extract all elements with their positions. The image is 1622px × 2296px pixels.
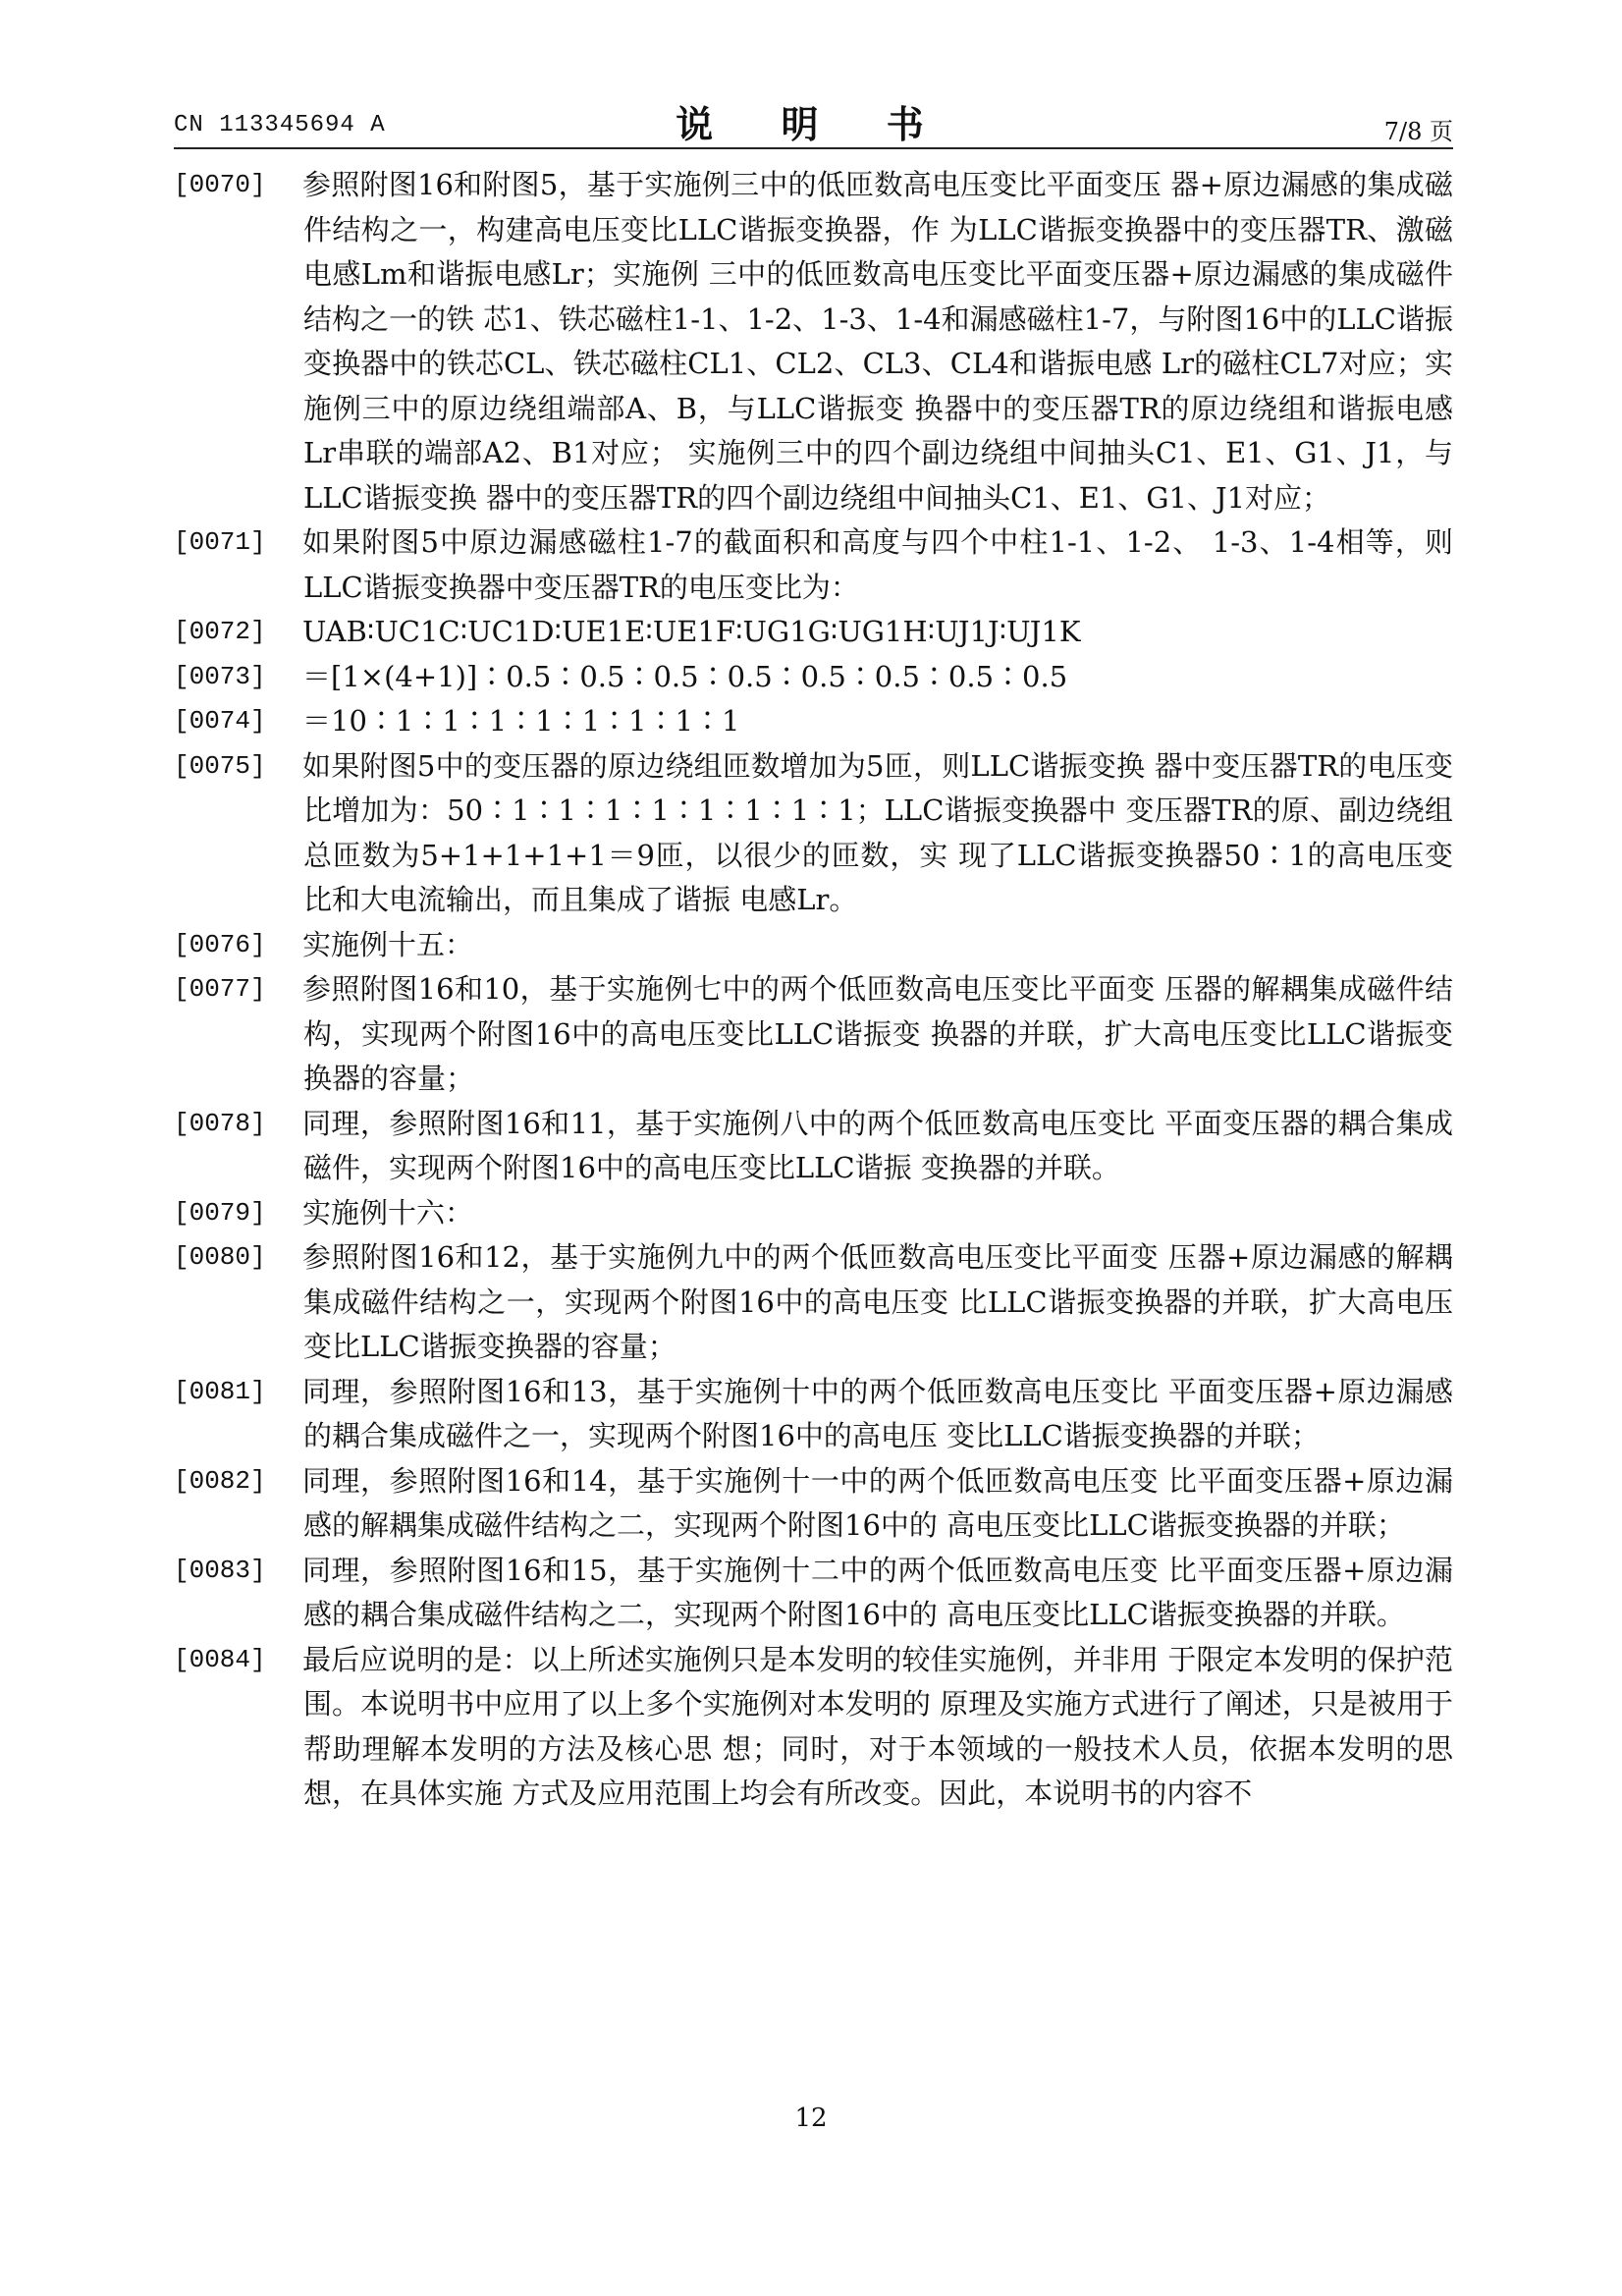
paragraph	[174, 1191, 1453, 1236]
paragraph-text: 如果附图5中的变压器的原边绕组匝数增加为5匝，则LLC谐振变换 器中变压器TR的电压变比增加为：50∶1∶1∶1∶1∶1∶1∶1∶1；LLC谐振变换器中 变压器TR的原、副边绕组总匝数为5+1+1+1+1＝9匝，以很少的匝数，实 现了LLC谐振变换器50∶1的高电压变比和大电流输出，而且集成了谐振 电感Lr。	[302, 748, 1453, 916]
paragraph-number: [0075]	[174, 750, 266, 781]
page-title: 说 明 书	[676, 102, 951, 146]
paragraph-number: [0080]	[174, 1242, 266, 1272]
paragraph-text: 参照附图16和10，基于实施例七中的两个低匝数高电压变比平面变 压器的解耦集成磁件结构，实现两个附图16中的高电压变比LLC谐振变 换器的并联，扩大高电压变比LLC谐振变换器的容量；	[302, 972, 1453, 1095]
paragraph	[174, 1549, 1453, 1638]
paragraph-number: [0072]	[174, 617, 266, 646]
paragraph-number: [0079]	[174, 1197, 266, 1228]
paragraph	[174, 967, 1453, 1102]
paragraph-number: [0071]	[174, 527, 266, 557]
paragraph	[174, 610, 1453, 655]
paragraph-number: [0073]	[174, 661, 266, 691]
page-number: 12	[794, 2104, 828, 2133]
paragraph	[174, 1235, 1453, 1370]
paragraph-text: 参照附图16和附图5，基于实施例三中的低匝数高电压变比平面变压 器+原边漏感的集成磁件结构之一，构建高电压变比LLC谐振变换器，作 为LLC谐振变换器中的变压器TR、激磁电感Lm和谐振电感Lr；实施例 三中的低匝数高电压变比平面变压器+原边漏感的集成磁件结构之一的铁 芯1、铁芯磁柱1-1、1-2、1-3、1-4和漏感磁柱1-7，与附图16中的LLC谐振变换器中的铁芯CL、铁芯磁柱CL1、CL2、CL3、CL4和谐振电感 Lr的磁柱CL7对应；实施例三中的原边绕组端部A、B，与LLC谐振变 换器中的变压器TR的原边绕组和谐振电感Lr串联的端部A2、B1对应； 实施例三中的四个副边绕组中间抽头C1、E1、G1、J1，与LLC谐振变换 器中的变压器TR的四个副边绕组中间抽头C1、E1、G1、J1对应；	[302, 168, 1453, 515]
paragraph	[174, 655, 1453, 700]
header-divider	[174, 147, 1453, 149]
formula-line: UAB∶UC1C∶UC1D∶UE1E∶UE1F∶UG1G∶UG1H∶UJ1J∶UJ1K	[302, 615, 1081, 648]
formula-line: ＝10∶1∶1∶1∶1∶1∶1∶1∶1	[302, 704, 740, 738]
paragraph-number: [0070]	[174, 170, 266, 199]
paragraph	[174, 163, 1453, 520]
page-counter: 7/8 页	[1383, 118, 1453, 145]
section-heading: 实施例十五：	[302, 927, 474, 961]
paragraph-text: 同理，参照附图16和13，基于实施例十中的两个低匝数高电压变比 平面变压器+原边漏感的耦合集成磁件之一，实现两个附图16中的高电压 变比LLC谐振变换器的并联；	[302, 1374, 1453, 1452]
paragraph-number: [0077]	[174, 974, 266, 1004]
paragraph-text: 参照附图16和12，基于实施例九中的两个低匝数高电压变比平面变 压器+原边漏感的解耦集成磁件结构之一，实现两个附图16中的高电压变 比LLC谐振变换器的并联，扩大高电压变比LLC谐振变换器的容量；	[302, 1240, 1453, 1363]
paragraph-number: [0081]	[174, 1376, 266, 1406]
paragraph-number: [0083]	[174, 1555, 266, 1585]
paragraph	[174, 923, 1453, 968]
paragraph-text: 同理，参照附图16和11，基于实施例八中的两个低匝数高电压变比 平面变压器的耦合集成磁件，实现两个附图16中的高电压变比LLC谐振 变换器的并联。	[302, 1106, 1453, 1184]
paragraph-number: [0082]	[174, 1465, 266, 1496]
paragraph-text: 最后应说明的是：以上所述实施例只是本发明的较佳实施例，并非用 于限定本发明的保护范围。本说明书中应用了以上多个实施例对本发明的 原理及实施方式进行了阐述，只是被用于帮助理解本发明的方法及核心思 想；同时，对于本领域的一般技术人员，依据本发明的思想，在具体实施 方式及应用范围上均会有所改变。因此，本说明书的内容不	[302, 1642, 1453, 1810]
paragraph	[174, 1370, 1453, 1459]
formula-line: ＝[1×(4+1)]∶0.5∶0.5∶0.5∶0.5∶0.5∶0.5∶0.5∶0.5	[302, 659, 1068, 693]
paragraph	[174, 1102, 1453, 1191]
paragraph-text: 同理，参照附图16和14，基于实施例十一中的两个低匝数高电压变 比平面变压器+原边漏感的解耦集成磁件结构之二，实现两个附图16中的 高电压变比LLC谐振变换器的并联；	[302, 1463, 1453, 1542]
paragraph-number: [0074]	[174, 706, 266, 736]
paragraph	[174, 1459, 1453, 1549]
paragraph-number: [0076]	[174, 929, 266, 959]
paragraph-number: [0084]	[174, 1644, 266, 1674]
section-heading: 实施例十六：	[302, 1195, 474, 1230]
page-header	[174, 94, 1453, 145]
document-body	[174, 163, 1453, 1817]
paragraph	[174, 520, 1453, 610]
paragraph-number: [0078]	[174, 1108, 266, 1138]
paragraph-text: 同理，参照附图16和15，基于实施例十二中的两个低匝数高电压变 比平面变压器+原边漏感的耦合集成磁件结构之二，实现两个附图16中的 高电压变比LLC谐振变换器的并联。	[302, 1553, 1453, 1631]
document-id: CN 113345694 A	[174, 112, 386, 138]
paragraph	[174, 699, 1453, 744]
paragraph-text: 如果附图5中原边漏感磁柱1-7的截面积和高度与四个中柱1-1、1-2、 1-3、1-4相等，则LLC谐振变换器中变压器TR的电压变比为：	[302, 525, 1453, 604]
paragraph	[174, 1638, 1453, 1817]
paragraph	[174, 744, 1453, 923]
